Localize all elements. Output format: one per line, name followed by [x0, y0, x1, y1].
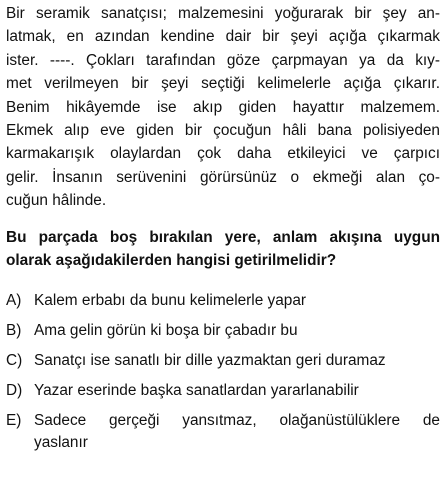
option-text-line: Yazar eserinde başka sanatlardan yararlanabilir	[34, 381, 359, 399]
question-line: olarak aşağıdakilerden hangisi getirilmelidir?	[6, 251, 337, 269]
option-letter: B)	[6, 321, 22, 339]
passage-line: Bir seramik sanatçısı; malzemesini yoğurarak bir şey an-	[6, 5, 440, 22]
option-text-line: yaslanır	[34, 433, 88, 451]
option-text	[34, 350, 440, 372]
question-stem	[6, 226, 440, 272]
option-d[interactable]	[6, 380, 440, 402]
option-text-line: Ama gelin görün ki boşa bir çabadır bu	[34, 321, 298, 339]
option-c[interactable]	[6, 350, 440, 372]
passage-line: ister. ----. Çokları tarafından göze çarpmayan ya da kıy-	[6, 51, 440, 69]
passage-line: Ekmek alıp eve giden bir çocuğun hâli bana polisiyeden	[6, 122, 440, 140]
option-letter: D)	[6, 381, 23, 399]
option-text	[34, 380, 440, 402]
passage-line: Benim hikâyemde ise akıp giden hayattır malzemem.	[6, 98, 440, 116]
passage-line: latmak, en azından kendine dair bir şeyi açığa çıkarmak	[6, 28, 440, 46]
option-letter: E)	[6, 411, 22, 429]
option-text-line: Sanatçı ise sanatlı bir dille yazmaktan geri duramaz	[34, 351, 386, 369]
reading-passage	[6, 2, 440, 213]
option-text-line: Sadece gerçeği yansıtmaz, olağanüstülüklere de	[34, 411, 440, 429]
option-e[interactable]	[6, 410, 440, 454]
option-b[interactable]	[6, 320, 440, 342]
option-text	[34, 410, 440, 454]
option-text-line: Kalem erbabı da bunu kelimelerle yapar	[34, 291, 307, 309]
option-text	[34, 290, 440, 312]
passage-line: met verilmeyen bir şeyi seçtiği kelimelerle açığa çıkarır.	[6, 75, 440, 93]
option-a[interactable]	[6, 290, 440, 312]
option-text	[34, 320, 440, 342]
passage-line: karmakarışık olaylardan çok daha etkileyici ve çarpıcı	[6, 145, 440, 163]
option-letter: A)	[6, 291, 22, 309]
passage-line: cuğun hâlinde.	[6, 192, 107, 210]
question-line: Bu parçada boş bırakılan yere, anlam akışına uygun	[6, 228, 440, 246]
passage-line: gelir. İnsanın serüvenini görürsünüz o ekmeği alan ço-	[6, 168, 440, 186]
option-letter: C)	[6, 351, 23, 369]
answer-options	[6, 290, 440, 454]
